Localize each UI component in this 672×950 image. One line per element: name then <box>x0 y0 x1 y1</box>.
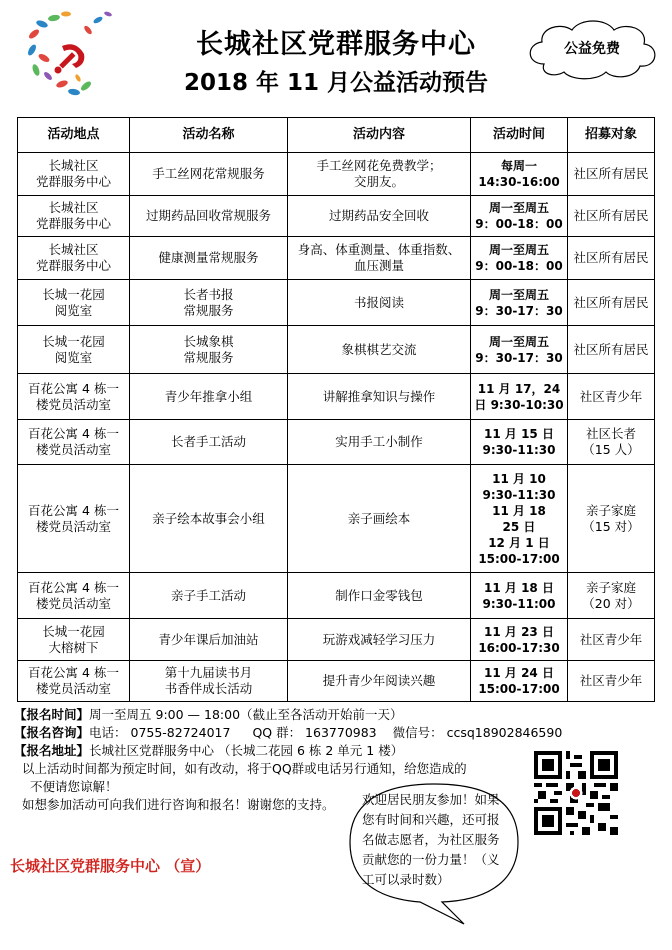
publisher-footer: 长城社区党群服务中心 （宣） <box>10 857 211 875</box>
cell-activity-name: 亲子绘本故事会小组 <box>130 465 288 573</box>
cell-target-group: 社区所有居民 <box>568 280 655 326</box>
page-title: 长城社区党群服务中心 <box>196 29 476 60</box>
cell-activity-time: 11 月 24 日 15:00-17:00 <box>471 661 568 702</box>
cell-activity-content: 实用手工小制作 <box>288 420 471 465</box>
cell-activity-content: 手工丝网花免费教学； 交朋友。 <box>288 153 471 196</box>
table-row <box>18 326 655 374</box>
table-row <box>18 237 655 280</box>
cell-activity-time: 11 月 15 日 9:30-11:30 <box>471 420 568 465</box>
table-row <box>18 661 655 702</box>
registration-consult-line <box>14 724 563 742</box>
table-header-row <box>18 118 655 153</box>
cell-location: 百花公寓 4 栋一 楼党员活动室 <box>18 374 130 420</box>
table-row <box>18 196 655 237</box>
cell-location: 长城一花园 大榕树下 <box>18 619 130 661</box>
col-header-target-group: 招募对象 <box>568 118 655 153</box>
cell-activity-time: 周一至周五 9：30-17：30 <box>471 280 568 326</box>
activity-schedule-table <box>17 117 655 702</box>
cell-activity-content: 过期药品安全回收 <box>288 196 471 237</box>
table-row <box>18 280 655 326</box>
cell-target-group: 社区青少年 <box>568 619 655 661</box>
cell-activity-time: 每周一 14:30-16:00 <box>471 153 568 196</box>
cell-activity-content: 提升青少年阅读兴趣 <box>288 661 471 702</box>
consult-phone: 电话： 0755-82724017 <box>89 725 231 740</box>
consult-qq: QQ 群： 163770983 <box>252 725 377 740</box>
table-row <box>18 153 655 196</box>
cell-activity-name: 青少年推拿小组 <box>130 374 288 420</box>
cell-activity-name: 长者手工活动 <box>130 420 288 465</box>
col-header-activity-name: 活动名称 <box>130 118 288 153</box>
cell-activity-name: 长城象棋 常规服务 <box>130 326 288 374</box>
cell-activity-content: 象棋棋艺交流 <box>288 326 471 374</box>
cell-activity-name: 第十九届读书月 书香伴成长活动 <box>130 661 288 702</box>
cell-target-group: 社区青少年 <box>568 374 655 420</box>
consult-wechat: 微信号： ccsq18902846590 <box>392 725 563 740</box>
col-header-activity-content: 活动内容 <box>288 118 471 153</box>
cell-location: 长城社区 党群服务中心 <box>18 196 130 237</box>
cell-activity-name: 长者书报 常规服务 <box>130 280 288 326</box>
registration-time-label: 【报名时间】 <box>14 707 90 722</box>
cell-target-group: 社区所有居民 <box>568 196 655 237</box>
cell-activity-time: 周一至周五 9：00-18：00 <box>471 237 568 280</box>
volunteer-invite-text: 欢迎居民朋友参加！如果您有时间和兴趣，还可报名做志愿者，为社区服务贡献您的一份力量！（义工可以录时数） <box>362 792 500 887</box>
cell-activity-time: 11 月 10 9:30-11:30 11 月 18 25 日 12 月 1 日 15:00-17:00 <box>471 465 568 573</box>
table-row <box>18 465 655 573</box>
cell-activity-content: 讲解推拿知识与操作 <box>288 374 471 420</box>
cell-activity-name: 过期药品回收常规服务 <box>130 196 288 237</box>
cell-target-group: 社区所有居民 <box>568 237 655 280</box>
registration-address-text: 长城社区党群服务中心 （长城二花园 6 栋 2 单元 1 楼） <box>89 743 404 758</box>
table-row <box>18 619 655 661</box>
cell-target-group: 亲子家庭 （20 对） <box>568 573 655 619</box>
cell-activity-name: 健康测量常规服务 <box>130 237 288 280</box>
cell-location: 百花公寓 4 栋一 楼党员活动室 <box>18 661 130 702</box>
registration-time-line <box>14 706 534 724</box>
cell-location: 长城一花园 阅览室 <box>18 280 130 326</box>
cell-location: 长城社区 党群服务中心 <box>18 153 130 196</box>
table-row <box>18 573 655 619</box>
note-change-notice: 以上活动时间都为预定时间，如有改动，将于QQ群或电话另行通知，给您造成的 <box>22 761 467 776</box>
cell-activity-time: 周一至周五 9：00-18：00 <box>471 196 568 237</box>
table-row <box>18 374 655 420</box>
cell-activity-name: 青少年课后加油站 <box>130 619 288 661</box>
cell-activity-time: 11 月 18 日 9:30-11:00 <box>471 573 568 619</box>
registration-address-line <box>14 742 534 760</box>
qr-code-icon <box>534 751 618 835</box>
col-header-location: 活动地点 <box>18 118 130 153</box>
registration-address-label: 【报名地址】 <box>14 743 90 758</box>
cell-location: 百花公寓 4 栋一 楼党员活动室 <box>18 420 130 465</box>
cell-activity-time: 周一至周五 9：30-17：30 <box>471 326 568 374</box>
cell-target-group: 社区所有居民 <box>568 153 655 196</box>
table-row <box>18 420 655 465</box>
col-header-activity-time: 活动时间 <box>471 118 568 153</box>
cell-activity-content: 书报阅读 <box>288 280 471 326</box>
cell-target-group: 亲子家庭 （15 对） <box>568 465 655 573</box>
cell-location: 百花公寓 4 栋一 楼党员活动室 <box>18 573 130 619</box>
note-apology: 不便请您谅解！ <box>30 779 118 794</box>
cell-target-group: 社区长者 （15 人） <box>568 420 655 465</box>
free-badge: 公益免费 <box>564 41 620 57</box>
registration-time-text: 周一至周五 9:00 — 18:00（截止至各活动开始前一天） <box>89 707 403 722</box>
cell-activity-time: 11 月 17，24 日 9:30-10:30 <box>471 374 568 420</box>
cell-location: 长城一花园 阅览室 <box>18 326 130 374</box>
cell-activity-content: 身高、体重测量、体重指数、 血压测量 <box>288 237 471 280</box>
cell-location: 百花公寓 4 栋一 楼党员活动室 <box>18 465 130 573</box>
cell-location: 长城社区 党群服务中心 <box>18 237 130 280</box>
cell-activity-content: 玩游戏减轻学习压力 <box>288 619 471 661</box>
registration-consult-label: 【报名咨询】 <box>14 725 90 740</box>
note-contact-invite: 如想参加活动可向我们进行咨询和报名！谢谢您的支持。 <box>22 797 335 812</box>
cell-activity-content: 亲子画绘本 <box>288 465 471 573</box>
cell-target-group: 社区青少年 <box>568 661 655 702</box>
page-subtitle: 2018 年 11 月公益活动预告 <box>183 70 489 96</box>
cell-activity-time: 11 月 23 日 16:00-17:30 <box>471 619 568 661</box>
cell-activity-content: 制作口金零钱包 <box>288 573 471 619</box>
cell-target-group: 社区所有居民 <box>568 326 655 374</box>
cell-activity-name: 亲子手工活动 <box>130 573 288 619</box>
cell-activity-name: 手工丝网花常规服务 <box>130 153 288 196</box>
